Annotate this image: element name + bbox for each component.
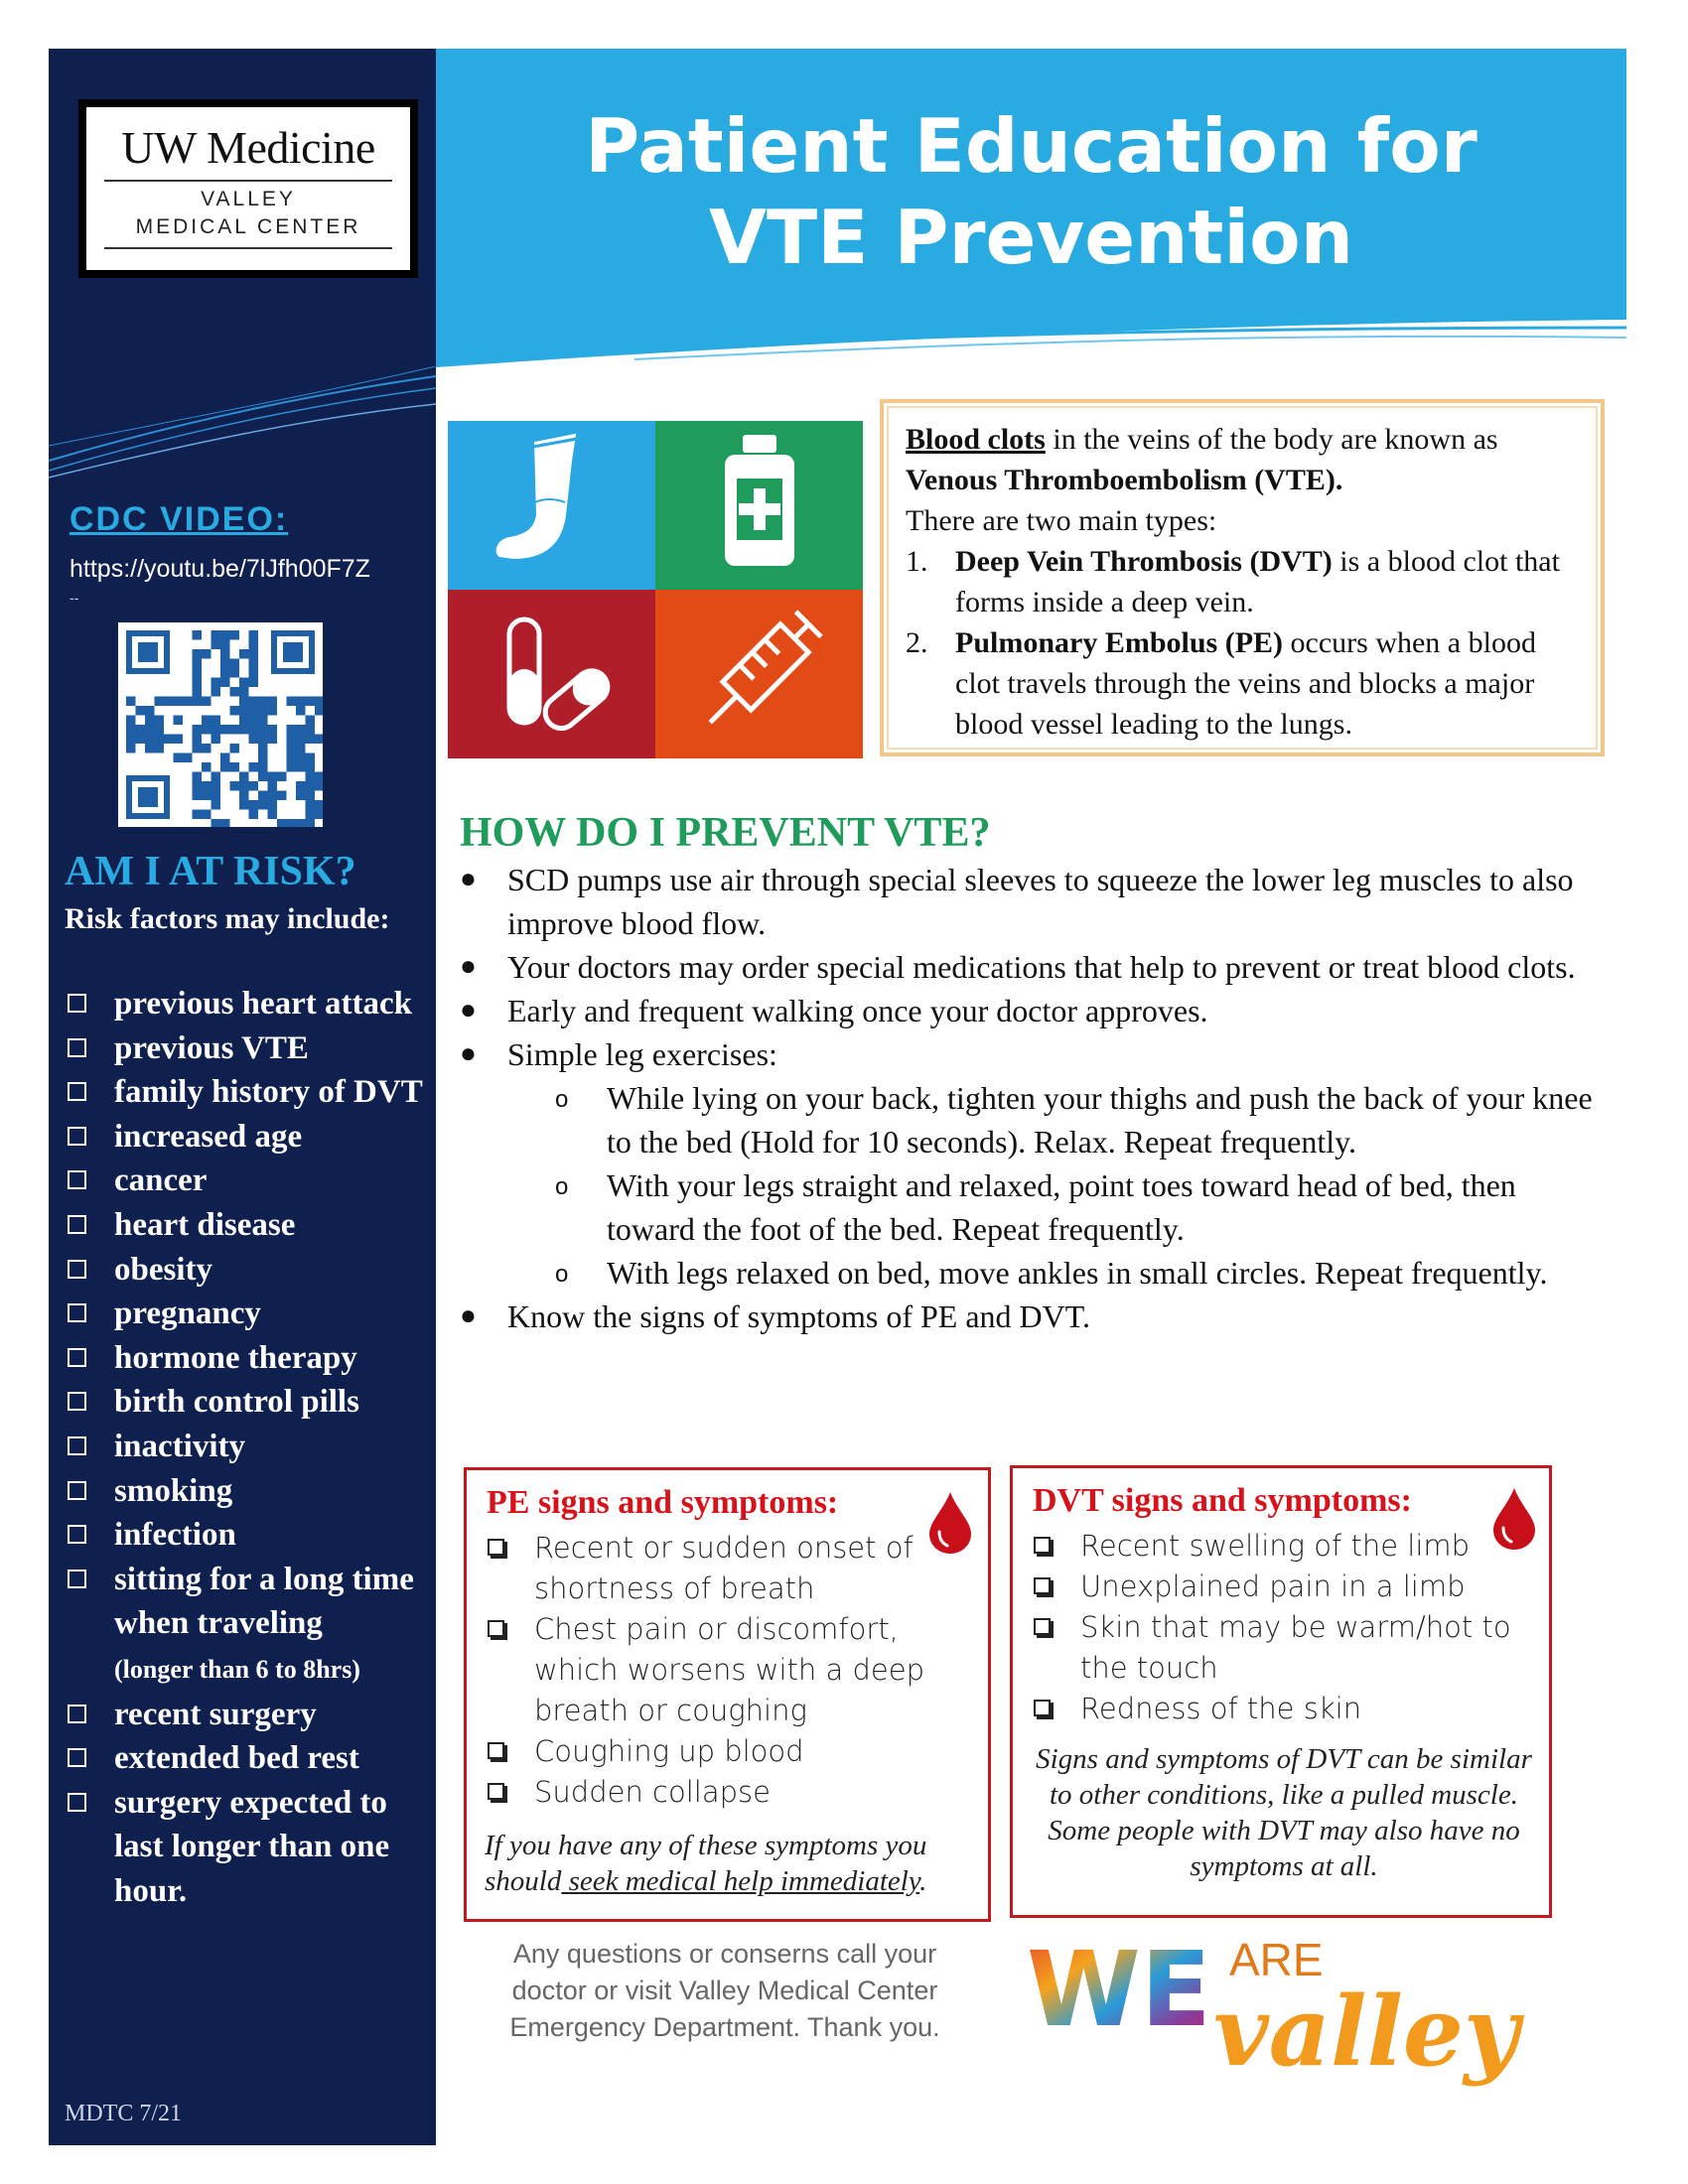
pe-advice: If you have any of these symptoms you should seek medical help immediately. — [485, 1830, 927, 1897]
symptom-item[interactable]: Sudden collapse — [485, 1772, 981, 1813]
symptom-item[interactable]: Chest pain or discomfort, which worsens with a deep breath or coughing — [485, 1609, 981, 1731]
prevention-list — [460, 858, 1602, 1338]
risk-item[interactable]: smoking — [65, 1469, 432, 1514]
risk-item[interactable]: obesity — [65, 1248, 432, 1293]
symptom-item[interactable]: Unexplained pain in a limb — [1031, 1567, 1527, 1607]
logo-title: UW Medicine — [121, 122, 375, 173]
logo-sub-medical-center: MEDICAL CENTER — [135, 215, 361, 238]
exercise-item: o With legs relaxed on bed, move ankles in small circles. Repeat frequently. — [555, 1255, 1548, 1291]
dvt-heading: DVT signs and symptoms: — [1033, 1482, 1412, 1519]
risk-item[interactable]: previous VTE — [65, 1026, 432, 1071]
checkbox[interactable] — [68, 1570, 86, 1588]
checkbox[interactable] — [1034, 1577, 1051, 1594]
uw-medicine-logo — [78, 99, 418, 278]
checkbox[interactable] — [68, 1127, 86, 1146]
we-are-valley-logo — [1023, 1916, 1539, 2115]
we-text: WE — [1027, 1929, 1211, 2050]
checkbox[interactable] — [1034, 1700, 1051, 1716]
prevention-item: ● SCD pumps use air through special sleeves to squeeze the lower leg muscles to also improve blood flow. — [460, 862, 1574, 941]
vte-type-item: 1. Deep Vein Thrombosis (DVT) is a blood clot that forms inside a deep vein. — [906, 545, 1560, 618]
syringe-icon — [655, 590, 863, 758]
checkbox[interactable] — [68, 1793, 86, 1812]
checkbox[interactable] — [68, 1348, 86, 1367]
types-intro: There are two main types: — [906, 504, 1217, 537]
pill-capsules-icon — [448, 590, 655, 758]
dvt-note: Signs and symptoms of DVT can be similar to other conditions, like a pulled muscle. Some people with DVT may also have no symptoms at all. — [1036, 1743, 1532, 1882]
dvt-symptom-list — [1031, 1526, 1527, 1729]
checkbox[interactable] — [488, 1742, 504, 1759]
symptom-item[interactable]: Recent or sudden onset of shortness of breath — [485, 1528, 981, 1609]
symptom-item[interactable]: Skin that may be warm/hot to the touch — [1031, 1607, 1527, 1689]
pe-heading: PE signs and symptoms: — [487, 1484, 839, 1521]
medicine-bottle-icon — [655, 421, 863, 590]
risk-item[interactable]: increased age — [65, 1115, 432, 1160]
risk-item[interactable]: inactivity — [65, 1425, 432, 1469]
risk-item[interactable]: hormone therapy — [65, 1336, 432, 1381]
checkbox[interactable] — [1034, 1618, 1051, 1635]
contact-info: Any questions or conserns call your doctor or visit Valley Medical Center Emergency Department. Thank you. — [509, 1939, 940, 2042]
page-title: Patient Education for VTE Prevention — [585, 102, 1477, 281]
pe-symptoms-box — [464, 1467, 991, 1922]
risk-factor-list — [65, 982, 432, 1913]
icon-grid — [448, 421, 863, 758]
header-wave-decoration — [436, 298, 1626, 367]
symptom-item[interactable]: Redness of the skin — [1031, 1689, 1527, 1729]
checkbox[interactable] — [68, 994, 86, 1013]
checkbox[interactable] — [1034, 1537, 1051, 1554]
compression-stocking-icon — [448, 421, 655, 590]
prevention-item: ● Simple leg exercises: — [460, 1036, 777, 1072]
checkbox[interactable] — [68, 1082, 86, 1101]
risk-subheading: Risk factors may include: — [65, 902, 390, 935]
symptom-item[interactable]: Recent swelling of the limb — [1031, 1526, 1527, 1567]
risk-heading: AM I AT RISK? — [65, 849, 356, 894]
checkbox[interactable] — [68, 1170, 86, 1189]
risk-item[interactable]: cancer — [65, 1159, 432, 1203]
checkbox[interactable] — [68, 1705, 86, 1723]
risk-item[interactable]: surgery expected to last longer than one hour. — [65, 1781, 432, 1914]
cdc-video-link[interactable]: https://youtu.be/7lJfh00F7Z — [70, 555, 370, 583]
valley-text: valley — [1213, 1976, 1519, 2088]
vte-type-item: 2. Pulmonary Embolus (PE) occurs when a blood clot travels through the veins and blocks a major blood vessel leading to the lungs. — [906, 626, 1536, 741]
pe-symptom-list — [485, 1528, 981, 1813]
prevention-heading: HOW DO I PREVENT VTE? — [460, 810, 991, 856]
checkbox[interactable] — [68, 1038, 86, 1057]
prevention-item: ● Your doctors may order special medications that help to prevent or treat blood clots. — [460, 949, 1576, 985]
qr-code[interactable] — [118, 622, 323, 827]
definition-text: Blood clots in the veins of the body are known as Venous Thromboembolism (VTE). — [906, 423, 1498, 496]
dvt-symptoms-box — [1010, 1465, 1552, 1918]
checkbox[interactable] — [68, 1303, 86, 1322]
checkbox[interactable] — [68, 1436, 86, 1455]
exercise-item: o With your legs straight and relaxed, point toes toward head of bed, then toward the foot of the bed. Repeat frequently. — [555, 1167, 1516, 1247]
checkbox[interactable] — [68, 1215, 86, 1234]
header-banner — [436, 49, 1626, 320]
risk-item[interactable]: family history of DVT — [65, 1070, 432, 1115]
checkbox[interactable] — [488, 1620, 504, 1637]
risk-item[interactable]: previous heart attack — [65, 982, 432, 1026]
prevention-item: ● Early and frequent walking once your doctor approves. — [460, 993, 1208, 1028]
risk-item[interactable]: recent surgery — [65, 1693, 432, 1737]
sidebar — [49, 49, 436, 2145]
exercise-item: o While lying on your back, tighten your thighs and push the back of your knee to the bed (Hold for 10 seconds). Relax. Repeat frequently. — [555, 1080, 1593, 1160]
risk-item[interactable]: heart disease — [65, 1203, 432, 1248]
checkbox[interactable] — [68, 1260, 86, 1279]
risk-item[interactable]: infection — [65, 1513, 432, 1558]
risk-item-note: (longer than 6 to 8hrs) — [114, 1654, 360, 1684]
checkbox[interactable] — [68, 1525, 86, 1544]
prevention-item: ● Know the signs of symptoms of PE and DVT. — [460, 1298, 1090, 1334]
risk-item[interactable]: birth control pills — [65, 1380, 432, 1425]
vte-types-list — [906, 541, 1579, 745]
checkbox[interactable] — [68, 1392, 86, 1411]
cdc-video-heading: CDC VIDEO: — [70, 500, 289, 538]
checkbox[interactable] — [488, 1539, 504, 1556]
symptom-item[interactable]: Coughing up blood — [485, 1731, 981, 1772]
risk-item[interactable]: extended bed rest — [65, 1736, 432, 1781]
are-text: ARE — [1229, 1934, 1324, 1985]
checkbox[interactable] — [68, 1481, 86, 1500]
checkbox[interactable] — [68, 1748, 86, 1767]
checkbox[interactable] — [488, 1783, 504, 1800]
document-code: MDTC 7/21 — [65, 2101, 183, 2126]
cdc-dash: -- — [70, 590, 79, 606]
risk-item[interactable]: pregnancy — [65, 1292, 432, 1336]
logo-sub-valley: VALLEY — [201, 188, 296, 210]
seek-help-link[interactable]: seek medical help immediately — [561, 1865, 920, 1897]
vte-definition-box — [880, 399, 1605, 756]
decorative-waves — [49, 366, 436, 485]
risk-item[interactable]: sitting for a long time when traveling (longer than 6 to 8hrs) — [65, 1558, 432, 1693]
